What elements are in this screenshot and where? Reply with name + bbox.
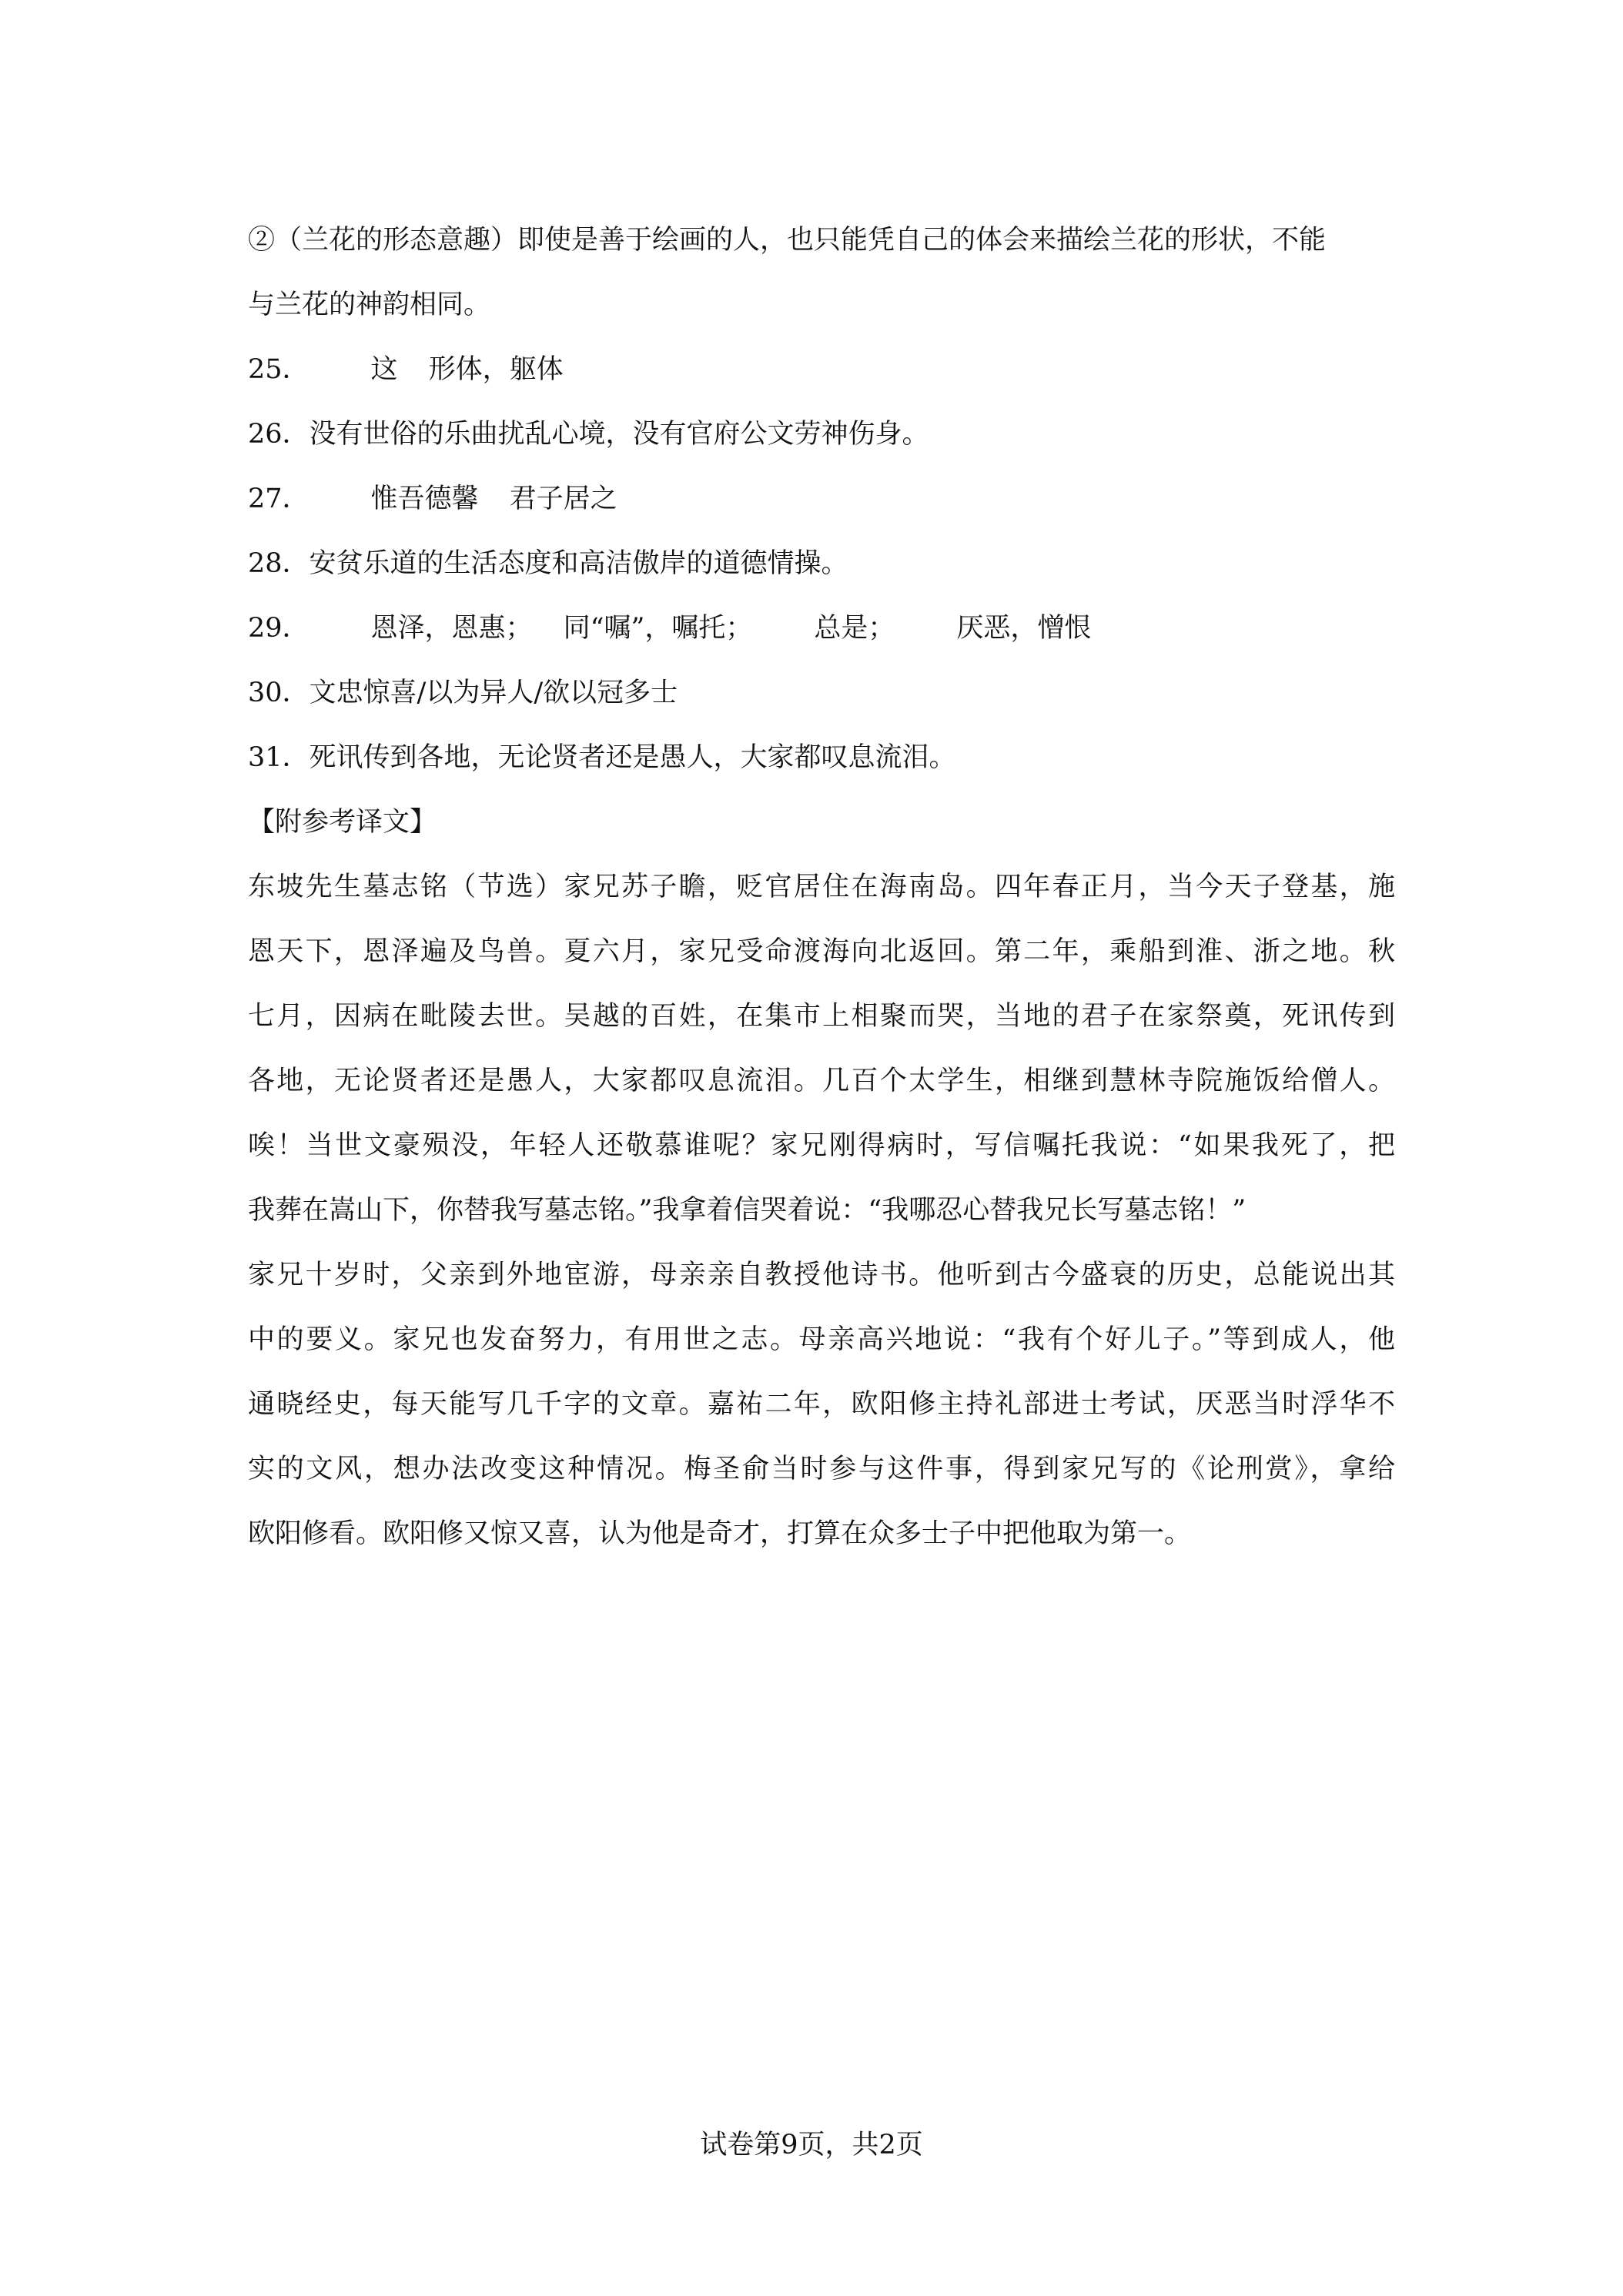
paragraph-line: 实的文风，想办法改变这种情况。梅圣俞当时参与这件事，得到家兄写的《论刑赏》，拿给 xyxy=(248,1454,1395,1484)
answer-part: 恩泽，恩惠； xyxy=(370,613,533,644)
answer-part: 同“嘱”，嘱托； xyxy=(563,613,753,644)
paragraph-line: 通晓经史，每天能写几千字的文章。嘉祐二年，欧阳修主持礼部进士考试，厌恶当时浮华不 xyxy=(248,1389,1395,1420)
answer-text: 死讯传到各地，无论贤者还是愚人，大家都叹息流泪。 xyxy=(309,742,956,773)
answer-24-2-line-2: 与兰花的神韵相同。 xyxy=(248,290,491,320)
answer-part: 君子居之 xyxy=(509,484,617,514)
answer-31 xyxy=(248,725,1395,790)
paragraph-line: 中的要义。家兄也发奋努力，有用世之志。母亲高兴地说：“我有个好儿子。”等到成人，他 xyxy=(248,1324,1395,1355)
answer-number: 28． xyxy=(248,548,310,579)
answer-number: 25． xyxy=(248,354,310,385)
answer-30 xyxy=(248,661,1395,725)
answer-29 xyxy=(248,596,1395,661)
answer-text: 没有世俗的乐曲扰乱心境，没有官府公文劳神伤身。 xyxy=(309,419,929,450)
page-footer: 试卷第9页，共2页 xyxy=(700,2130,923,2160)
answer-part: 厌恶，憎恨 xyxy=(956,613,1092,644)
paragraph-line: 欧阳修看。欧阳修又惊又喜，认为他是奇才，打算在众多士子中把他取为第一。 xyxy=(248,1518,1192,1549)
translation-paragraph-1 xyxy=(248,855,1395,1243)
answer-number: 30． xyxy=(248,678,310,708)
paragraph-line: 七月，因病在毗陵去世。吴越的百姓，在集市上相聚而哭，当地的君子在家祭奠，死讯传到 xyxy=(248,1001,1395,1032)
paragraph-line: 家兄十岁时，父亲到外地宦游，母亲亲自教授他诗书。他听到古今盛衰的历史，总能说出其 xyxy=(248,1260,1395,1290)
answer-number: 26． xyxy=(248,419,310,450)
answer-24-2-line-1: ②（兰花的形态意趣）即使是善于绘画的人，也只能凭自己的体会来描绘兰花的形状，不能 xyxy=(248,225,1327,256)
answer-text: 文忠惊喜/以为异人/欲以冠多士 xyxy=(309,678,678,708)
answer-26 xyxy=(248,402,1395,467)
answer-number: 31． xyxy=(248,742,310,773)
paragraph-line: 恩天下，恩泽遍及鸟兽。夏六月，家兄受命渡海向北返回。第二年，乘船到淮、浙之地。秋 xyxy=(248,936,1395,967)
answer-number: 27． xyxy=(248,484,310,514)
paragraph-line: 东坡先生墓志铭（节选）家兄苏子瞻，贬官居住在海南岛。四年春正月，当今天子登基，施 xyxy=(248,872,1395,902)
answer-part: 总是； xyxy=(814,613,895,644)
paragraph-line: 各地，无论贤者还是愚人，大家都叹息流泪。几百个太学生，相继到慧林寺院施饭给僧人。 xyxy=(248,1066,1395,1096)
paragraph-line: 唉！当世文豪殒没，年轻人还敬慕谁呢？家兄刚得病时，写信嘱托我说：“如果我死了，把 xyxy=(248,1130,1395,1161)
translation-heading: 【附参考译文】 xyxy=(248,807,437,838)
paragraph-line: 我葬在嵩山下，你替我写墓志铭。”我拿着信哭着说：“我哪忍心替我兄长写墓志铭！” xyxy=(248,1195,1247,1226)
answer-text: 安贫乐道的生活态度和高洁傲岸的道德情操。 xyxy=(309,548,848,579)
answer-part: 这 xyxy=(370,354,398,385)
answer-27 xyxy=(248,467,1395,531)
answer-part: 惟吾德馨 xyxy=(370,484,479,514)
translation-paragraph-2 xyxy=(248,1243,1395,1566)
answer-part: 形体，躯体 xyxy=(428,354,564,385)
answer-number: 29． xyxy=(248,613,310,644)
answer-content xyxy=(248,208,1395,1566)
answer-25 xyxy=(248,337,1395,402)
answer-28 xyxy=(248,531,1395,596)
